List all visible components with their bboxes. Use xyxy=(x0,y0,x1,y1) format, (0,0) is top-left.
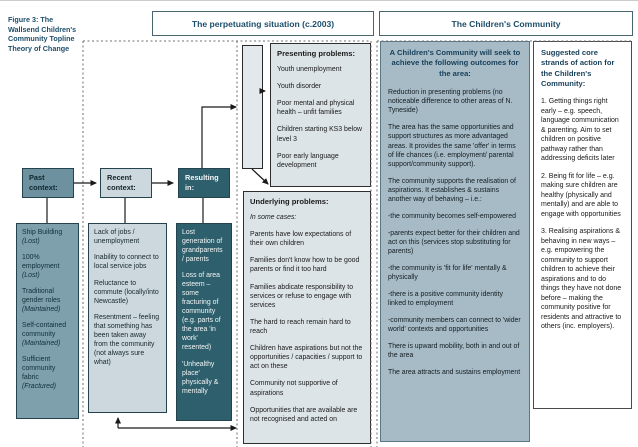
list-item: The area attracts and sustains employment xyxy=(388,369,521,376)
list-item: 2. Being fit for life – e.g. making sure children are healthy (physically and mentally) and are able to engage with opportunities xyxy=(541,172,621,218)
list-item: -parents expect better for their children and act on this (services stop substituting for parents) xyxy=(388,229,520,256)
list-item: Loss of area esteem – some fracturing of community (e.g. parts of the area 'in work' resented) xyxy=(182,272,221,352)
list-item: 'Unhealthy place' physically & mentally xyxy=(182,360,219,395)
suggested-actions-box xyxy=(533,41,632,409)
outcomes-box xyxy=(380,41,530,442)
recent-context-header: Recent context: xyxy=(100,168,152,198)
list-item: Opportunities that are available are not recognised and acted on xyxy=(250,406,358,423)
resulting-in-box xyxy=(176,223,232,421)
item-note: (Lost) xyxy=(22,271,40,279)
connector-box xyxy=(242,45,263,169)
list-item: -the community becomes self-empowered xyxy=(388,213,516,220)
arrow-resulting-to-connector xyxy=(202,107,236,168)
list-item: The hard to reach remain hard to reach xyxy=(250,318,351,335)
list-item: -the community is 'fit for life' mentally & physically xyxy=(388,265,507,282)
list-item: Resentment – feeling that something has been taken away from the community (not always sure what) xyxy=(94,314,160,367)
recent-context-box xyxy=(88,223,167,413)
list-item: Families don't know how to be good parents or find it too hard xyxy=(250,257,360,274)
list-item: Poor early language development xyxy=(277,152,339,169)
item-text: 100% employment xyxy=(22,253,60,270)
list-item: 3. Realising aspirations & behaving in new ways – e.g. empowering the community to support children to achieve their aspirations and to do things they have not done before – making the community positive for residents and attractive to others (inc. employers). xyxy=(541,228,622,331)
arrow-connector-to-underlying xyxy=(252,169,268,184)
list-item: Youth unemployment xyxy=(277,66,342,73)
item-text: Self-contained community xyxy=(22,321,67,338)
item-note: (Maintained) xyxy=(22,339,61,347)
list-item: Community not supportive of aspirations xyxy=(250,380,338,397)
list-item: Parents have low expectations of their own children xyxy=(250,231,352,248)
item-note: (Maintained) xyxy=(22,305,61,313)
list-item: The community supports the realisation of aspirations. It establishes & sustains another way of behaving – i.e.: xyxy=(388,177,516,204)
underlying-problems-box xyxy=(243,191,371,444)
list-item: Inability to connect to local service jobs xyxy=(94,254,159,271)
section-header-perpetuating-situation: The perpetuating situation (c.2003) xyxy=(152,11,374,36)
list-item: There is upward mobility, both in and out of the area xyxy=(388,343,520,360)
resulting-in-header: Resulting in: xyxy=(178,168,230,198)
item-note: (Lost) xyxy=(22,237,40,245)
list-item: Reduction in presenting problems (no noticeable difference to other areas of N. Tyneside) xyxy=(388,88,513,115)
list-item xyxy=(22,356,73,392)
list-item: Youth disorder xyxy=(277,83,322,91)
box-title: Underlying problems: xyxy=(250,197,329,206)
list-item: 1. Getting things right early – e.g. speech, language communication & parenting. Aim to set children on positive pathway rather than addressing deficits later xyxy=(541,98,619,163)
list-item: Families abdicate responsibility to services or refuse to engage with services xyxy=(250,283,354,309)
item-note: (Fractured) xyxy=(22,382,57,390)
box-title: A Children's Community will seek to achieve the following outcomes for the area: xyxy=(389,48,521,78)
past-context-box xyxy=(16,223,79,419)
list-item: Lost generation of grandparents / parents xyxy=(182,229,223,263)
item-text: Traditional gender roles xyxy=(22,287,61,304)
box-title: Presenting problems: xyxy=(277,49,356,58)
box-title: Suggested core strands of action for the Children's Community: xyxy=(541,48,615,88)
item-text: Sufficient community fabric xyxy=(22,355,56,381)
presenting-problems-box xyxy=(270,43,371,187)
list-item: Children have aspirations but not the opportunities / capacities / support to act on these xyxy=(250,345,363,371)
list-item: Children starting KS3 below level 3 xyxy=(277,126,363,143)
list-item: Lack of jobs / unemployment xyxy=(94,229,140,245)
figure-title: Figure 3: The Wallsend Children's Community Topline Theory of Change xyxy=(8,15,77,54)
list-item xyxy=(22,322,73,349)
box-intro: In some cases: xyxy=(250,214,297,221)
item-text: Ship Building xyxy=(22,229,63,236)
list-item xyxy=(22,229,73,247)
list-item: The area has the same opportunities and support structures as more advantaged areas. It provides the same 'offer' in terms of life chances (i.e. employment/ parental support/community support). xyxy=(388,124,516,168)
list-item: Reluctance to commute (locally/into Newcastle) xyxy=(94,279,159,305)
list-item xyxy=(22,288,73,315)
section-header-childrens-community: The Children's Community xyxy=(379,11,633,36)
past-context-header: Past context: xyxy=(22,168,74,198)
list-item: Poor mental and physical health – unfit families xyxy=(277,100,355,117)
list-item: -community members can connect to 'wider world' contexts and opportunities xyxy=(388,317,521,334)
list-item xyxy=(22,254,73,281)
list-item: -there is a positive community identity linked to employment xyxy=(388,291,503,308)
